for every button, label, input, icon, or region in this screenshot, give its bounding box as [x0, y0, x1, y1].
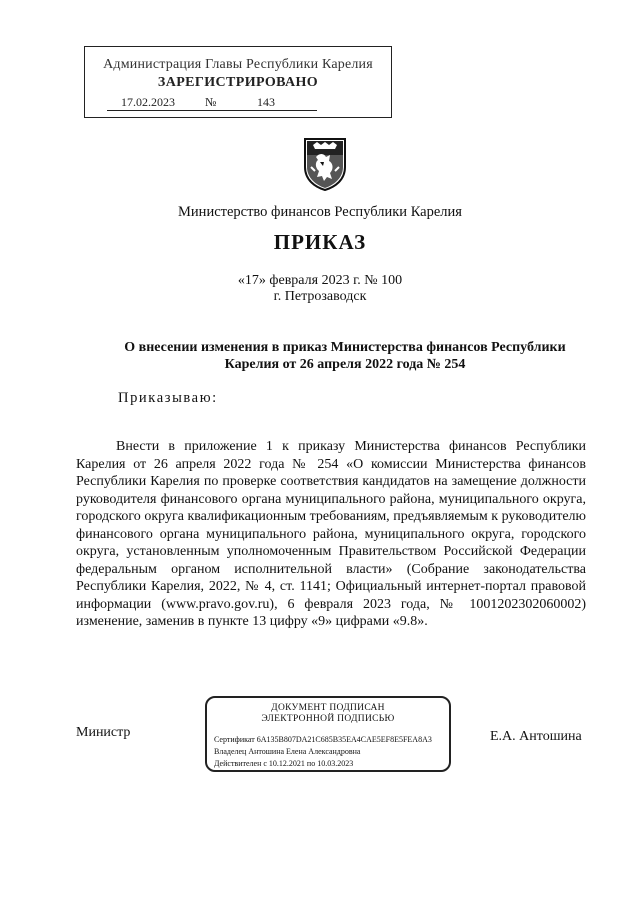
signatory-name: Е.А. Антошина	[490, 729, 582, 744]
signatory-position: Министр	[76, 725, 131, 740]
e-sign-title-line2: ЭЛЕКТРОННОЙ ПОДПИСЬЮ	[261, 714, 395, 724]
stamp-number: 143	[257, 95, 275, 109]
e-sign-title-line1: ДОКУМЕНТ ПОДПИСАН	[271, 703, 385, 713]
karelia-coat-of-arms-icon	[302, 137, 348, 191]
e-sign-owner: Владелец Антошина Елена Александровна	[214, 747, 361, 756]
order-city: г. Петрозаводск	[273, 289, 367, 304]
e-sign-certificate: Сертификат 6A135B807DA21C685B35EA4CAE5EF8E5FEA8A3	[214, 735, 432, 744]
stamp-underline	[107, 110, 317, 111]
document-type: ПРИКАЗ	[273, 230, 367, 254]
order-body: Внести в приложение 1 к приказу Министерства финансов Республики Карелия от 26 апреля 2022 года № 254 «О комиссии Министерства финансов Республики Карелия по проверке соответствия кандидатов на замещение должности руководителя финансового органа муниципального района, муниципального округа, городского округа квалификационным требованиям, предъявляемым к руководителю финансового органа муниципального района, муниципального округа, городского округа, установленным уполномоченным Правительством Российской Федерации федеральным органом исполнительной власти» (Собрание законодательства Республики Карелия, 2022, № 4, ст. 1141; Официальный интернет-портал правовой информации (www.pravo.gov.ru), 6 февраля 2023 года, № 1001202302060002) изменение, заменив в пункте 13 цифру «9» цифрами «9.8».	[76, 439, 586, 629]
order-command: Приказываю:	[118, 390, 218, 406]
order-subject: О внесении изменения в приказ Министерства финансов Республики Карелия от 26 апреля 2022 года № 254	[124, 340, 566, 372]
stamp-number-label: №	[205, 95, 217, 109]
order-date-number: «17» февраля 2023 г. № 100	[237, 273, 403, 288]
stamp-status: ЗАРЕГИСТРИРОВАНО	[157, 75, 319, 90]
stamp-date: 17.02.2023	[121, 95, 175, 109]
e-sign-validity: Действителен с 10.12.2021 по 10.03.2023	[214, 759, 354, 768]
ministry-name: Министерство финансов Республики Карелия	[178, 204, 462, 220]
electronic-signature-stamp	[205, 696, 451, 772]
stamp-organization: Администрация Главы Республики Карелия	[103, 57, 373, 72]
registration-stamp	[84, 46, 392, 118]
